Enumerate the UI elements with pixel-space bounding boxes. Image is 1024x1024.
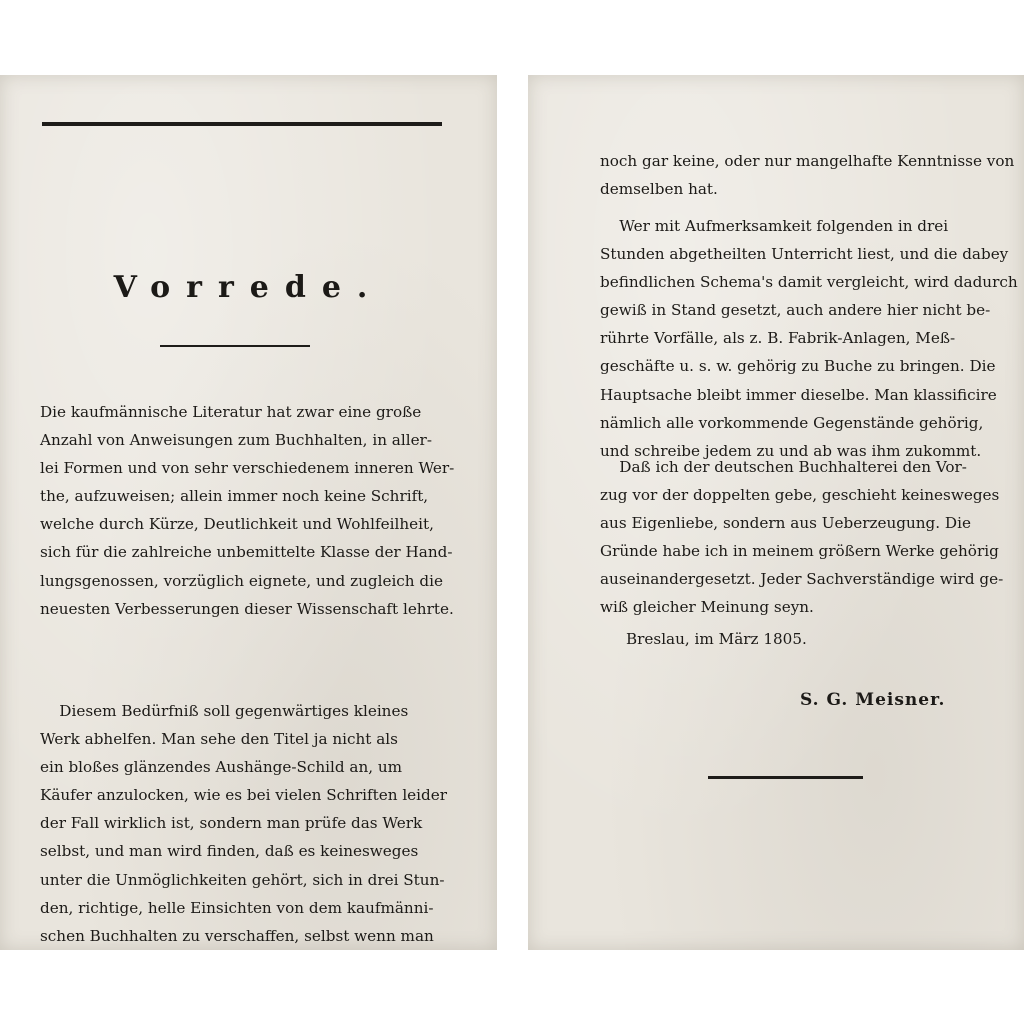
preface-paragraph-2: Diesem Bedürfniß soll gegenwärtiges kleines Werk abhelfen. Man sehe den Titel ja nicht als ein bloßes glänzendes Aushänge-Schild an, um Käufer anzulocken, wie es bei vielen Schriften leider der Fall wirklich ist, sondern man prüfe das Werk selbst, und man wird finden, daß es keinesweges unter die Unmöglichkeiten gehört, sich in drei Stun- den, richtige, helle Einsichten von dem kaufmänni- schen Buchhalten zu verschaffen, selbst wenn man — [40, 702, 447, 945]
left-page — [0, 75, 497, 950]
preface-continuation: noch gar keine, oder nur mangelhafte Kenntnisse von demselben hat. — [600, 152, 1015, 199]
top-rule — [42, 122, 442, 126]
place-and-date: Breslau, im März 1805. — [626, 630, 807, 648]
author-signature: S. G. Meisner. — [800, 690, 946, 710]
right-page — [528, 75, 1024, 950]
preface-paragraph-3: Wer mit Aufmerksamkeit folgenden in drei Stunden abgetheilten Unterricht liest, und die dabey befindlichen Schema's damit vergleicht, wird dadurch gewiß in Stand gesetzt, auch andere hier nicht be- rührte Vorfälle, als z. B. Fabrik-Anlagen, Meß- geschäfte u. s. w. gehörig zu Buche zu bringen. Die Hauptsache bleibt immer dieselbe. Man klassificire nämlich alle vorkommende Gegenstände gehörig, und schreibe jedem zu und ab was ihm zukommt. — [600, 217, 1018, 460]
closing-rule — [708, 776, 863, 779]
preface-paragraph-1: Die kaufmännische Literatur hat zwar eine große Anzahl von Anweisungen zum Buchhalten, in aller- lei Formen und von sehr verschiedenem inneren Wer- the, aufzuweisen; allein immer noch keine Schrift, welche durch Kürze, Deutlichkeit und Wohlfeilheit, sich für die zahlreiche unbemittelte Klasse der Hand- lungsgenossen, vorzüglich eignete, und zugleich die neuesten Verbesserungen dieser Wissenschaft lehrte. — [40, 403, 455, 618]
heading-underline-rule — [160, 345, 310, 347]
preface-paragraph-4: Daß ich der deutschen Buchhalterei den Vor- zug vor der doppelten gebe, geschieht keinesweges aus Eigenliebe, sondern aus Ueberzeugung. Die Gründe habe ich in meinem größern Werke gehörig auseinandergesetzt. Jeder Sachverständige wird ge- wiß gleicher Meinung seyn. — [600, 458, 1004, 617]
page-heading: Vorrede. — [113, 270, 384, 305]
